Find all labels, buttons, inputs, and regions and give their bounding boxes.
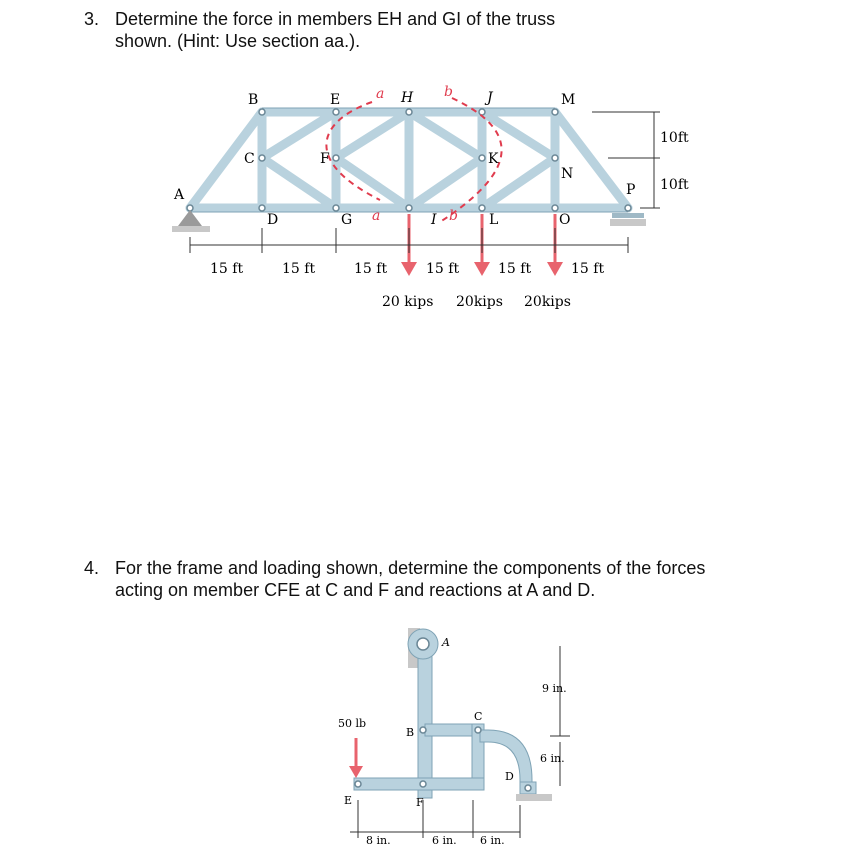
pulley-a xyxy=(408,629,438,659)
height-label-lower: 10ft xyxy=(660,177,689,193)
frame-label-e: E xyxy=(344,794,353,807)
load-arrow-50lb xyxy=(349,738,363,778)
frame-dim-6in-vertical: 6 in. xyxy=(540,752,565,765)
joint-label-a: A xyxy=(174,187,185,203)
joint-label-b: B xyxy=(248,92,259,108)
joint-label-e: E xyxy=(330,92,341,108)
frame-label-f: F xyxy=(416,796,424,809)
joint-label-h: H xyxy=(401,90,414,106)
load-label-1: 20 kips xyxy=(382,294,434,310)
span-label-6: 15 ft xyxy=(571,261,605,277)
span-label-3: 15 ft xyxy=(354,261,388,277)
problem-4-text-line-1: For the frame and loading shown, determine the components of the forces xyxy=(115,558,706,578)
problem-4-text xyxy=(115,557,795,601)
frame-dimension-lines xyxy=(350,646,570,838)
load-label-3: 20kips xyxy=(524,294,571,310)
joint-label-j: J xyxy=(487,90,493,106)
section-label-a-bottom: a xyxy=(372,208,381,224)
frame-figure xyxy=(320,620,620,855)
joint-label-g: G xyxy=(341,212,353,228)
frame-label-b: B xyxy=(406,726,415,739)
span-label-5: 15 ft xyxy=(498,261,532,277)
joint-label-d: D xyxy=(267,212,279,228)
section-label-a-top: a xyxy=(376,86,385,102)
joint-label-c: C xyxy=(244,151,255,167)
truss-figure xyxy=(0,0,853,330)
frame-label-d: D xyxy=(505,770,514,783)
support-d xyxy=(516,782,552,801)
section-label-b-top: b xyxy=(444,84,453,100)
problem-4-number: 4. xyxy=(84,558,100,578)
load-label-2: 20kips xyxy=(456,294,503,310)
frame-label-a: A xyxy=(442,636,450,649)
frame-dim-6in-a: 6 in. xyxy=(432,834,457,847)
height-label-upper: 10ft xyxy=(660,130,689,146)
joint-label-p: P xyxy=(626,182,636,198)
roller-support-p xyxy=(610,213,646,226)
span-label-4: 15 ft xyxy=(426,261,460,277)
joint-label-f: F xyxy=(320,151,330,167)
span-dimension-line xyxy=(190,228,628,253)
frame-dim-8in: 8 in. xyxy=(366,834,391,847)
span-label-1: 15 ft xyxy=(210,261,244,277)
truss-members xyxy=(190,112,628,208)
pin-support-a xyxy=(172,210,210,232)
frame-load-label: 50 lb xyxy=(338,717,367,730)
frame-label-c: C xyxy=(474,710,483,723)
problem-3-text-line-2: shown. (Hint: Use section aa.). xyxy=(115,31,361,51)
problem-3-text-line-1: Determine the force in members EH and GI of the truss xyxy=(115,9,556,29)
span-label-2: 15 ft xyxy=(282,261,316,277)
section-label-b-bottom: b xyxy=(449,208,458,224)
joint-label-k: K xyxy=(488,151,499,167)
joint-label-i: I xyxy=(431,212,437,228)
problem-4-text-line-2: acting on member CFE at C and F and reactions at A and D. xyxy=(115,580,596,600)
joint-label-l: L xyxy=(489,212,499,228)
joint-label-o: O xyxy=(559,212,571,228)
frame-dim-6in-b: 6 in. xyxy=(480,834,505,847)
member-abf xyxy=(418,646,432,798)
joint-label-m: M xyxy=(561,92,576,108)
problem-3-number: 3. xyxy=(84,9,100,29)
joint-label-n: N xyxy=(561,166,574,182)
frame-dim-9in: 9 in. xyxy=(542,682,567,695)
